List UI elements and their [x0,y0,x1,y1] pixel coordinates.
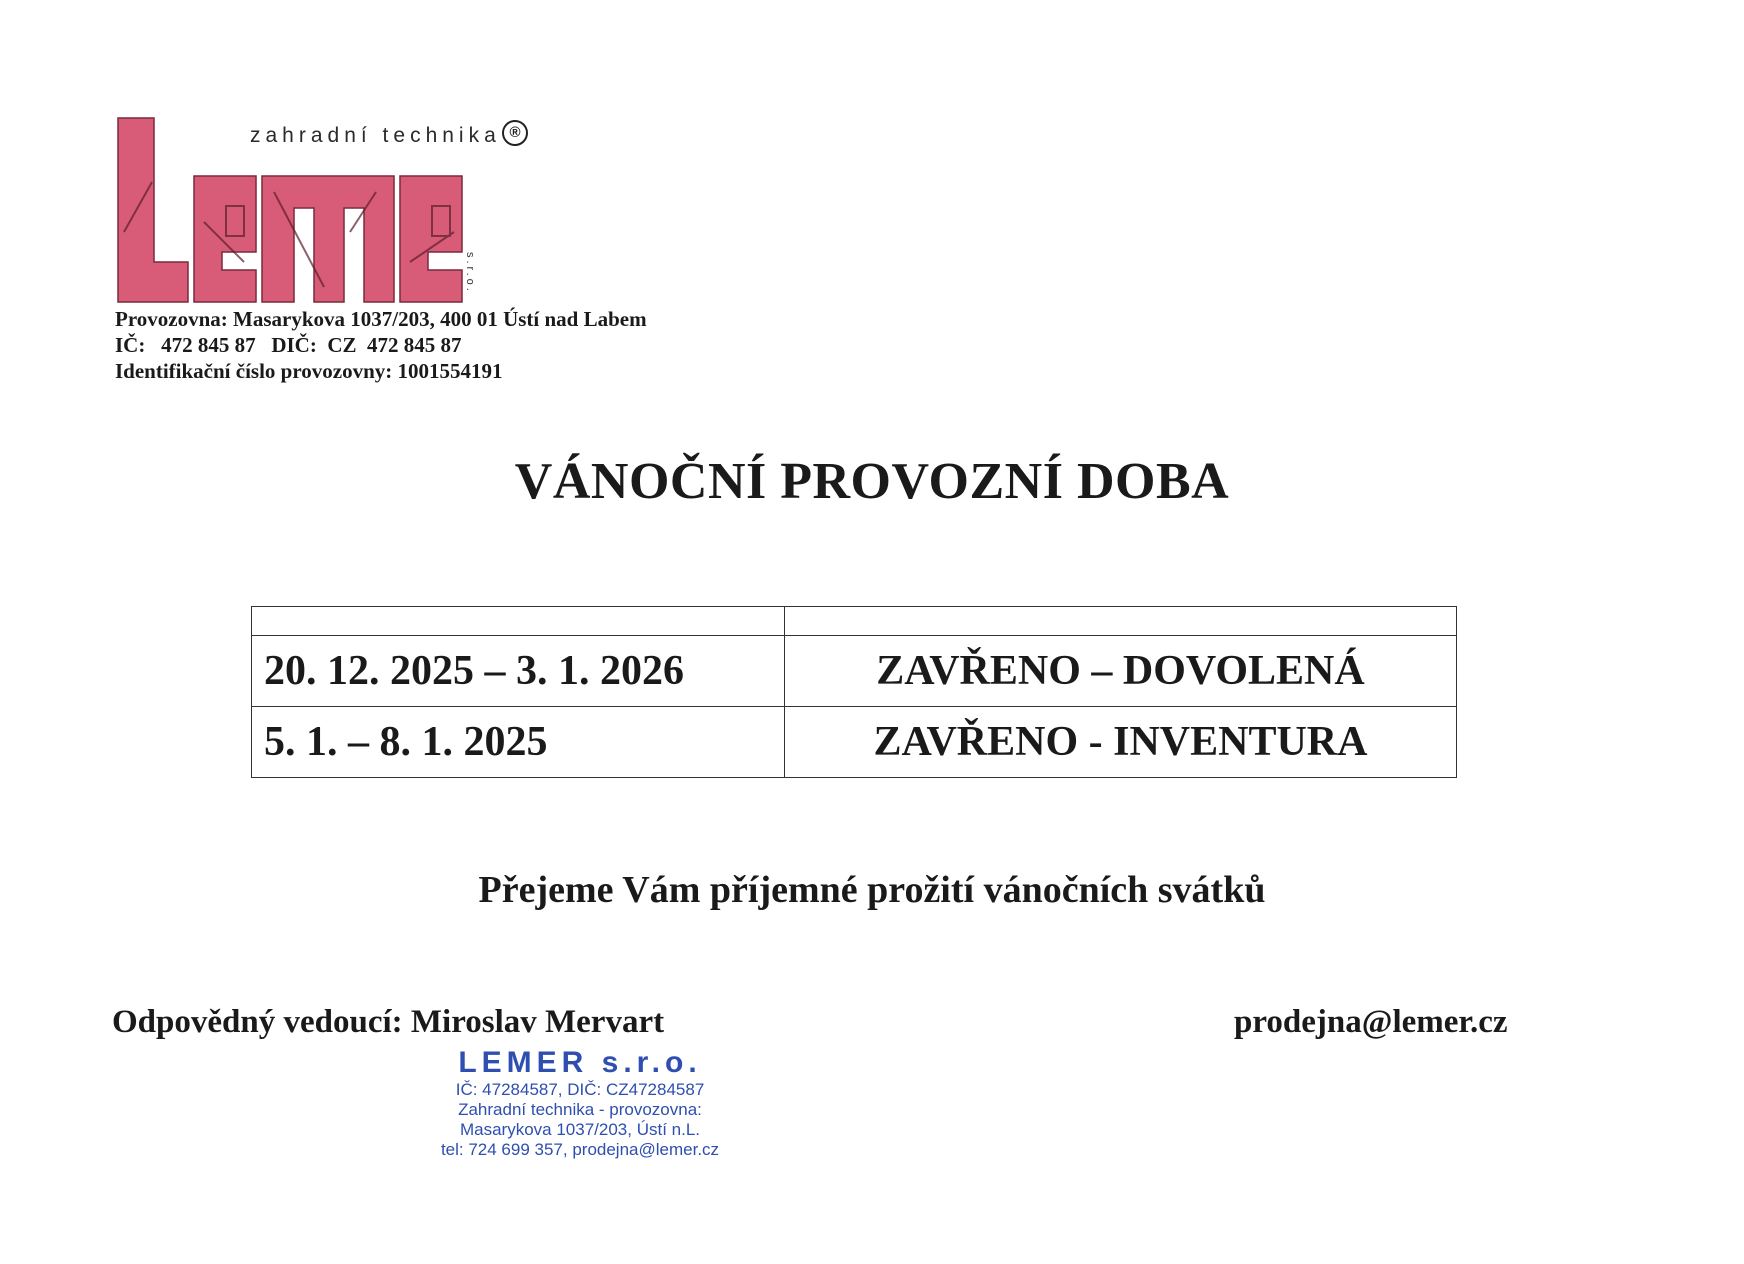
table-cell [252,607,785,636]
stamp-company-name: LEMER s.r.o. [458,1046,702,1079]
table-cell [785,607,1457,636]
logo-tagline: zahradní technika [250,124,501,147]
establishment-id: Identifikační číslo provozovny: 1001554191 [115,359,503,383]
status-cell: ZAVŘENO – DOVOLENÁ [785,636,1457,707]
stamp-business: Zahradní technika - provozovna: [458,1100,702,1119]
table-row [252,707,1457,778]
contact-email: prodejna@lemer.cz [1234,1004,1508,1040]
stamp-ids: IČ: 47284587, DIČ: CZ47284587 [455,1080,705,1099]
table-header-row [252,607,1457,636]
registered-mark-icon: ® [502,120,528,146]
opening-hours-table [251,606,1457,778]
page-title: VÁNOČNÍ PROVOZNÍ DOBA [514,453,1230,510]
stamp-address: Masarykova 1037/203, Ústí n.L. [459,1120,701,1139]
period-cell: 20. 12. 2025 – 3. 1. 2026 [252,636,785,707]
lemer-logo [114,112,521,308]
holiday-greeting: Přejeme Vám příjemné prožití vánočních svátků [478,869,1266,911]
responsible-manager: Odpovědný vedoucí: Miroslav Mervart [112,1004,665,1040]
company-info [115,306,647,384]
stamp-contact: tel: 724 699 357, prodejna@lemer.cz [440,1140,720,1159]
table-row [252,636,1457,707]
logo-suffix: s.r.o. [464,252,476,294]
company-address: Provozovna: Masarykova 1037/203, 400 01 Ústí nad Labem [115,307,647,331]
company-ids: IČ: 472 845 87 DIČ: CZ 472 845 87 [115,333,462,357]
status-cell: ZAVŘENO - INVENTURA [785,707,1457,778]
period-cell: 5. 1. – 8. 1. 2025 [252,707,785,778]
company-stamp [405,1046,755,1160]
